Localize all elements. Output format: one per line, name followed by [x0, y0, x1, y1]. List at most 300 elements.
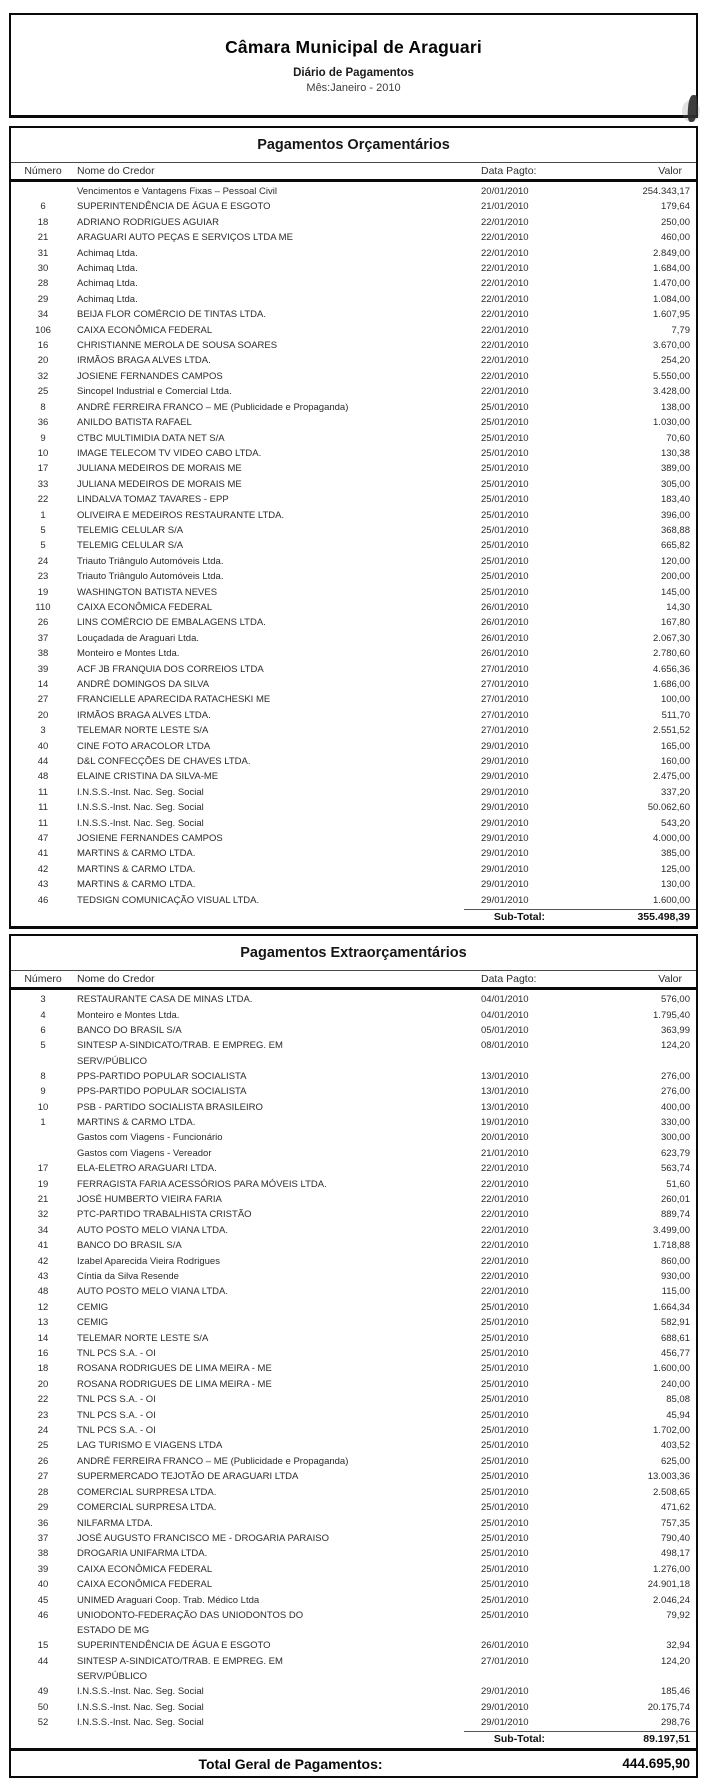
row-data-pagto: 29/01/2010 [481, 817, 529, 829]
row-valor: 138,00 [660, 401, 690, 413]
table-row [11, 1223, 696, 1238]
row-valor: 1.470,00 [653, 278, 690, 290]
row-credor: MARTINS & CARMO LTDA. [77, 848, 196, 860]
row-data-pagto: 26/01/2010 [481, 648, 529, 660]
table-row [11, 646, 696, 661]
row-numero: 16 [37, 340, 49, 352]
row-credor: Gastos com Viagens - Vereador [77, 1147, 212, 1159]
row-valor: 1.702,00 [653, 1425, 690, 1437]
row-credor: TEDSIGN COMUNICAÇÃO VISUAL LTDA. [77, 894, 260, 906]
row-numero: 10 [37, 447, 49, 459]
table-row [11, 992, 696, 1007]
table-row [11, 1269, 696, 1284]
row-credor: AUTO POSTO MELO VIANA LTDA. [77, 1224, 228, 1236]
row-numero: 50 [37, 1701, 49, 1713]
row-credor: RESTAURANTE CASA DE MINAS LTDA. [77, 994, 253, 1006]
row-data-pagto: 29/01/2010 [481, 756, 529, 768]
table-row [11, 1454, 696, 1469]
table-row [11, 1577, 696, 1592]
table-row [11, 615, 696, 630]
row-numero: 37 [37, 1532, 49, 1544]
row-data-pagto: 25/01/2010 [481, 1440, 529, 1452]
row-data-pagto: 22/01/2010 [481, 232, 529, 244]
row-data-pagto: 25/01/2010 [481, 586, 529, 598]
table-row [11, 1377, 696, 1392]
row-credor: TNL PCS S.A. - OI [77, 1409, 156, 1421]
row-valor: 471,62 [660, 1502, 690, 1514]
row-numero: 9 [40, 1086, 46, 1098]
row-credor: UNIMED Araguari Coop. Trab. Médico Ltda [77, 1594, 260, 1606]
row-valor: 165,00 [660, 740, 690, 752]
row-credor: JOSIENE FERNANDES CAMPOS [77, 833, 223, 845]
row-valor: 1.718,88 [653, 1240, 690, 1252]
row-credor: BANCO DO BRASIL S/A [77, 1024, 182, 1036]
row-data-pagto: 21/01/2010 [481, 201, 529, 213]
row-data-pagto: 25/01/2010 [481, 1517, 529, 1529]
table-row [11, 1038, 696, 1068]
row-valor: 124,20 [660, 1040, 690, 1052]
row-numero: 36 [37, 1517, 49, 1529]
row-valor: 115,00 [661, 1286, 690, 1298]
table-row [11, 739, 696, 754]
table-row [11, 1684, 696, 1699]
row-credor: SUPERINTENDÊNCIA DE ÁGUA E ESGOTO [77, 1640, 271, 1652]
table-row [11, 1485, 696, 1500]
row-numero: 42 [37, 863, 49, 875]
row-credor: Achimaq Ltda. [77, 278, 138, 290]
column-header-valor: Valor [658, 165, 682, 177]
row-valor: 757,35 [660, 1517, 690, 1529]
row-data-pagto: 22/01/2010 [481, 278, 529, 290]
row-valor: 665,82 [660, 540, 690, 552]
table-row [11, 1392, 696, 1407]
table-row [11, 1315, 696, 1330]
table-row [11, 1115, 696, 1130]
row-credor: D&L CONFECÇÕES DE CHAVES LTDA. [77, 756, 251, 768]
row-numero: 5 [40, 1040, 46, 1052]
row-credor: Louçadada de Araguari Ltda. [77, 632, 200, 644]
table-row [11, 662, 696, 677]
row-data-pagto: 25/01/2010 [481, 1471, 529, 1483]
row-valor: 13.003,36 [647, 1471, 690, 1483]
row-numero: 18 [37, 216, 49, 228]
row-credor: FRANCIELLE APARECIDA RATACHESKI ME [77, 694, 271, 706]
row-data-pagto: 22/01/2010 [481, 370, 529, 382]
row-data-pagto: 25/01/2010 [481, 1425, 529, 1437]
row-numero: 25 [37, 1440, 49, 1452]
row-numero: 26 [37, 1455, 49, 1467]
row-data-pagto: 04/01/2010 [481, 994, 529, 1006]
row-credor: Achimaq Ltda. [77, 293, 138, 305]
row-data-pagto: 25/01/2010 [481, 1594, 529, 1606]
row-credor: UNIODONTO-FEDERAÇÃO DAS UNIODONTOS DO ESTADO DE MG [75, 1608, 477, 1638]
row-credor: PSB - PARTIDO SOCIALISTA BRASILEIRO [77, 1101, 263, 1113]
row-valor: 1.664,34 [653, 1301, 690, 1313]
row-valor: 130,00 [660, 879, 690, 891]
row-credor-line2: SERV/PÚBLICO [77, 1671, 148, 1683]
table-row [11, 1516, 696, 1531]
row-numero: 30 [37, 263, 49, 275]
table-row [11, 1192, 696, 1207]
row-valor: 403,52 [660, 1440, 690, 1452]
row-data-pagto: 22/01/2010 [481, 1286, 529, 1298]
row-credor: PPS-PARTIDO POPULAR SOCIALISTA [77, 1070, 247, 1082]
row-valor: 543,20 [660, 817, 690, 829]
row-data-pagto: 29/01/2010 [481, 1716, 529, 1728]
row-valor: 1.084,00 [653, 293, 690, 305]
row-numero: 6 [40, 1024, 46, 1036]
row-numero: 38 [37, 648, 49, 660]
table-header [11, 970, 696, 990]
row-data-pagto: 26/01/2010 [481, 1640, 529, 1652]
row-valor: 576,00 [660, 994, 690, 1006]
table-row [11, 1100, 696, 1115]
row-data-pagto: 25/01/2010 [481, 1409, 529, 1421]
table-row [11, 600, 696, 615]
row-data-pagto: 27/01/2010 [481, 725, 529, 737]
row-valor: 688,61 [660, 1332, 690, 1344]
row-credor: Achimaq Ltda. [77, 263, 138, 275]
row-valor: 305,00 [660, 478, 690, 490]
row-data-pagto: 25/01/2010 [481, 524, 529, 536]
row-data-pagto: 25/01/2010 [481, 1486, 529, 1498]
table-row [11, 723, 696, 738]
row-valor: 5.550,00 [653, 370, 690, 382]
row-data-pagto: 29/01/2010 [481, 740, 529, 752]
table-row [11, 1408, 696, 1423]
column-header-credor: Nome do Credor [77, 973, 155, 986]
table-row [11, 1254, 696, 1269]
row-valor: 389,00 [660, 463, 690, 475]
row-numero: 15 [37, 1640, 49, 1652]
table-row [11, 877, 696, 892]
row-valor: 1.600,00 [653, 1363, 690, 1375]
row-valor: 563,74 [660, 1163, 690, 1175]
row-numero: 41 [37, 1240, 49, 1252]
row-numero: 16 [37, 1348, 49, 1360]
row-valor: 456,77 [660, 1348, 690, 1360]
row-data-pagto: 25/01/2010 [481, 1548, 529, 1560]
row-credor: IRMÃOS BRAGA ALVES LTDA. [77, 355, 211, 367]
row-numero: 29 [37, 293, 49, 305]
table-row [11, 1207, 696, 1222]
table-row [11, 292, 696, 307]
row-credor: ANILDO BATISTA RAFAEL [77, 417, 192, 429]
row-numero: 11 [38, 802, 48, 814]
row-credor: I.N.S.S.-Inst. Nac. Seg. Social [77, 1701, 204, 1713]
table-row [11, 1593, 696, 1608]
row-numero: 24 [37, 555, 49, 567]
column-header-data-pagto: Data Pagto: [481, 973, 537, 986]
row-valor: 1.607,95 [653, 309, 690, 321]
row-data-pagto: 22/01/2010 [481, 1240, 529, 1252]
row-valor: 160,00 [660, 756, 690, 768]
row-credor: BEIJA FLOR COMÉRCIO DE TINTAS LTDA. [77, 309, 266, 321]
table-row [11, 276, 696, 291]
row-credor: CTBC MULTIMIDIA DATA NET S/A [77, 432, 225, 444]
table-row [11, 508, 696, 523]
row-valor: 2.551,52 [653, 725, 690, 737]
row-credor: TNL PCS S.A. - OI [77, 1425, 156, 1437]
row-credor: BANCO DO BRASIL S/A [77, 1240, 182, 1252]
table-row [11, 1500, 696, 1515]
row-numero: 10 [37, 1101, 49, 1113]
row-data-pagto: 25/01/2010 [481, 1609, 529, 1621]
row-credor: I.N.S.S.-Inst. Nac. Seg. Social [77, 1716, 204, 1728]
row-credor: CAIXA ECONÔMICA FEDERAL [77, 601, 213, 613]
row-numero: 39 [37, 1563, 49, 1575]
row-data-pagto: 25/01/2010 [481, 1363, 529, 1375]
row-data-pagto: 22/01/2010 [481, 324, 529, 336]
row-credor: Cíntia da Silva Resende [77, 1271, 179, 1282]
row-numero: 37 [37, 632, 49, 644]
row-numero: 1 [40, 509, 46, 521]
row-data-pagto: 22/01/2010 [481, 1271, 529, 1282]
table-row [11, 1469, 696, 1484]
row-valor: 167,80 [660, 617, 690, 629]
row-data-pagto: 27/01/2010 [481, 663, 529, 675]
row-valor: 85,08 [666, 1394, 690, 1406]
row-credor: CAIXA ECONÔMICA FEDERAL [77, 324, 213, 336]
row-numero: 40 [37, 740, 49, 752]
row-credor: NILFARMA LTDA. [77, 1517, 153, 1529]
row-numero: 32 [37, 1209, 49, 1221]
table-row [11, 446, 696, 461]
row-data-pagto: 25/01/2010 [481, 463, 529, 475]
subtotal-label: Sub-Total: [493, 911, 545, 924]
subtotal-value: 89.197,51 [643, 1733, 690, 1746]
row-data-pagto: 26/01/2010 [481, 617, 529, 629]
row-data-pagto: 25/01/2010 [481, 1394, 529, 1406]
row-valor: 298,76 [660, 1716, 690, 1728]
row-numero: 27 [37, 1471, 49, 1483]
row-valor: 51,60 [666, 1178, 690, 1190]
row-data-pagto: 25/01/2010 [481, 494, 529, 506]
page-title: Câmara Municipal de Araguari [225, 36, 482, 57]
row-credor: ELAINE CRISTINA DA SILVA-ME [77, 771, 219, 783]
row-numero: 31 [37, 247, 49, 259]
table-row [11, 1177, 696, 1192]
table-row [11, 199, 696, 214]
row-data-pagto: 25/01/2010 [481, 509, 529, 521]
row-data-pagto: 25/01/2010 [481, 432, 529, 444]
row-valor: 330,00 [660, 1116, 690, 1128]
row-data-pagto: 25/01/2010 [481, 1378, 529, 1390]
row-credor: MARTINS & CARMO LTDA. [77, 879, 196, 891]
section-title: Pagamentos Orçamentários [257, 137, 450, 153]
row-credor: JOSIENE FERNANDES CAMPOS [77, 370, 223, 382]
row-valor: 3.670,00 [653, 340, 690, 352]
row-credor: ARAGUARI AUTO PEÇAS E SERVIÇOS LTDA ME [77, 232, 293, 244]
row-numero: 43 [37, 1271, 49, 1282]
row-numero: 5 [40, 524, 46, 536]
row-numero: 17 [37, 1163, 49, 1175]
table-row [11, 785, 696, 800]
row-credor: TELEMIG CELULAR S/A [77, 540, 184, 552]
column-header-numero: Número [24, 973, 62, 986]
row-credor: Izabel Aparecida Vieira Rodrigues [77, 1255, 220, 1267]
row-credor: SINTESP A-SINDICATO/TRAB. E EMPREG. EM SERV/PÚBLICO [75, 1038, 477, 1068]
row-data-pagto: 29/01/2010 [481, 848, 529, 860]
row-valor: 498,17 [660, 1548, 690, 1560]
row-data-pagto: 29/01/2010 [481, 771, 529, 783]
row-data-pagto: 13/01/2010 [481, 1086, 529, 1098]
row-numero: 8 [40, 1070, 46, 1082]
row-numero: 46 [37, 1609, 49, 1621]
report-period: Mês:Janeiro - 2010 [306, 81, 401, 94]
row-credor: OLIVEIRA E MEDEIROS RESTAURANTE LTDA. [77, 509, 285, 521]
column-header-credor: Nome do Credor [77, 165, 155, 177]
table-row [11, 492, 696, 507]
row-credor: IRMÃOS BRAGA ALVES LTDA. [77, 709, 211, 721]
table-row [11, 1438, 696, 1453]
row-data-pagto: 21/01/2010 [481, 1147, 529, 1159]
row-credor: Monteiro e Montes Ltda. [77, 648, 180, 660]
table-row [11, 1161, 696, 1176]
table-row [11, 384, 696, 399]
row-data-pagto: 25/01/2010 [481, 1579, 529, 1591]
row-numero: 48 [37, 1286, 49, 1298]
row-numero: 23 [37, 571, 49, 583]
row-valor: 2.508,65 [653, 1486, 690, 1498]
row-valor: 100,00 [660, 694, 690, 706]
row-valor: 930,00 [660, 1271, 690, 1282]
row-data-pagto: 29/01/2010 [481, 786, 529, 798]
row-numero: 28 [37, 278, 49, 290]
table-row [11, 1008, 696, 1023]
row-valor: 460,00 [660, 232, 690, 244]
row-credor: TNL PCS S.A. - OI [77, 1394, 156, 1406]
row-valor: 2.067,30 [653, 632, 690, 644]
row-valor: 50.062,60 [647, 802, 690, 814]
row-credor: Sincopel Industrial e Comercial Ltda. [77, 386, 232, 398]
row-numero: 44 [37, 1655, 49, 1667]
row-numero: 38 [37, 1548, 49, 1560]
row-valor: 45,94 [666, 1409, 690, 1421]
row-credor: JOSÉ HUMBERTO VIEIRA FARIA [77, 1193, 222, 1205]
table-row [11, 230, 696, 245]
row-data-pagto: 13/01/2010 [481, 1070, 529, 1082]
row-data-pagto: 22/01/2010 [481, 355, 529, 367]
row-data-pagto: 25/01/2010 [481, 1301, 529, 1313]
row-data-pagto: 25/01/2010 [481, 1532, 529, 1544]
row-numero: 21 [37, 1193, 49, 1205]
table-row [11, 338, 696, 353]
row-numero: 4 [40, 1009, 46, 1021]
row-numero: 43 [37, 879, 49, 891]
row-credor: CHRISTIANNE MEROLA DE SOUSA SOARES [77, 340, 278, 352]
row-data-pagto: 08/01/2010 [481, 1040, 529, 1052]
row-valor: 623,79 [660, 1147, 690, 1159]
row-valor: 400,00 [660, 1101, 690, 1113]
row-numero: 3 [40, 725, 46, 737]
row-valor: 79,92 [666, 1609, 690, 1621]
row-credor: ANDRÉ FERREIRA FRANCO – ME (Publicidade e Propaganda) [77, 1455, 349, 1467]
row-credor: LINDALVA TOMAZ TAVARES - EPP [77, 494, 229, 506]
table-row [11, 677, 696, 692]
row-data-pagto: 22/01/2010 [481, 247, 529, 259]
row-valor: 2.849,00 [653, 247, 690, 259]
row-data-pagto: 25/01/2010 [481, 447, 529, 459]
table-row [11, 1238, 696, 1253]
table-row [11, 400, 696, 415]
row-valor: 1.600,00 [653, 894, 690, 906]
row-data-pagto: 22/01/2010 [481, 1255, 529, 1267]
row-data-pagto: 22/01/2010 [481, 1224, 529, 1236]
row-credor-line2: ESTADO DE MG [77, 1625, 150, 1637]
row-credor: AUTO POSTO MELO VIANA LTDA. [77, 1286, 228, 1298]
row-numero: 20 [37, 1378, 49, 1390]
table-row [11, 569, 696, 584]
table-row [11, 461, 696, 476]
table-row [11, 1562, 696, 1577]
row-numero: 22 [37, 1394, 49, 1406]
table-row [11, 1300, 696, 1315]
report-subtitle: Diário de Pagamentos [293, 66, 414, 79]
row-valor: 70,60 [666, 432, 690, 444]
row-data-pagto: 20/01/2010 [481, 1132, 529, 1144]
row-valor: 250,00 [660, 216, 690, 228]
row-numero: 32 [37, 370, 49, 382]
row-numero: 36 [37, 417, 49, 429]
row-data-pagto: 29/01/2010 [481, 833, 529, 845]
row-credor: TELEMAR NORTE LESTE S/A [77, 1332, 209, 1344]
row-numero: 42 [37, 1255, 49, 1267]
row-valor: 124,20 [660, 1655, 690, 1667]
row-credor: IMAGE TELECOM TV VIDEO CABO LTDA. [77, 447, 262, 459]
row-credor: Gastos com Viagens - Funcionário [77, 1132, 223, 1144]
row-valor: 276,00 [660, 1070, 690, 1082]
table-row [11, 215, 696, 230]
row-numero: 3 [40, 994, 46, 1006]
row-data-pagto: 25/01/2010 [481, 1332, 529, 1344]
row-credor: Triauto Triângulo Automóveis Ltda. [77, 571, 224, 583]
row-valor: 582,91 [660, 1317, 690, 1329]
table-row [11, 1715, 696, 1730]
table-body [11, 182, 696, 908]
row-valor: 24.901,18 [647, 1579, 690, 1591]
table-row [11, 184, 696, 199]
row-valor: 385,00 [660, 848, 690, 860]
row-valor: 185,46 [660, 1686, 690, 1698]
row-credor: I.N.S.S.-Inst. Nac. Seg. Social [77, 1686, 204, 1698]
subtotal-value: 355.498,39 [637, 911, 690, 924]
table-row [11, 1069, 696, 1084]
table-row [11, 307, 696, 322]
table-row [11, 1423, 696, 1438]
column-header-valor: Valor [658, 973, 682, 986]
row-data-pagto: 27/01/2010 [481, 1655, 529, 1667]
row-numero: 21 [37, 232, 49, 244]
row-credor: CEMIG [77, 1317, 109, 1329]
row-valor: 254,20 [660, 355, 690, 367]
row-credor: CAIXA ECONÔMICA FEDERAL [77, 1579, 213, 1591]
section-title: Pagamentos Extraorçamentários [240, 945, 467, 962]
row-data-pagto: 22/01/2010 [481, 1193, 529, 1205]
row-numero: 14 [37, 1332, 49, 1344]
row-data-pagto: 29/01/2010 [481, 863, 529, 875]
row-numero: 44 [37, 756, 49, 768]
row-credor: DROGARIA UNIFARMA LTDA. [77, 1548, 208, 1560]
row-data-pagto: 20/01/2010 [481, 186, 529, 197]
table-row [11, 1546, 696, 1561]
table-row [11, 585, 696, 600]
row-credor: I.N.S.S.-Inst. Nac. Seg. Social [77, 817, 204, 829]
table-row [11, 692, 696, 707]
row-valor: 363,99 [660, 1024, 690, 1036]
row-valor: 254.343,17 [642, 186, 690, 197]
row-numero: 18 [37, 1363, 49, 1375]
